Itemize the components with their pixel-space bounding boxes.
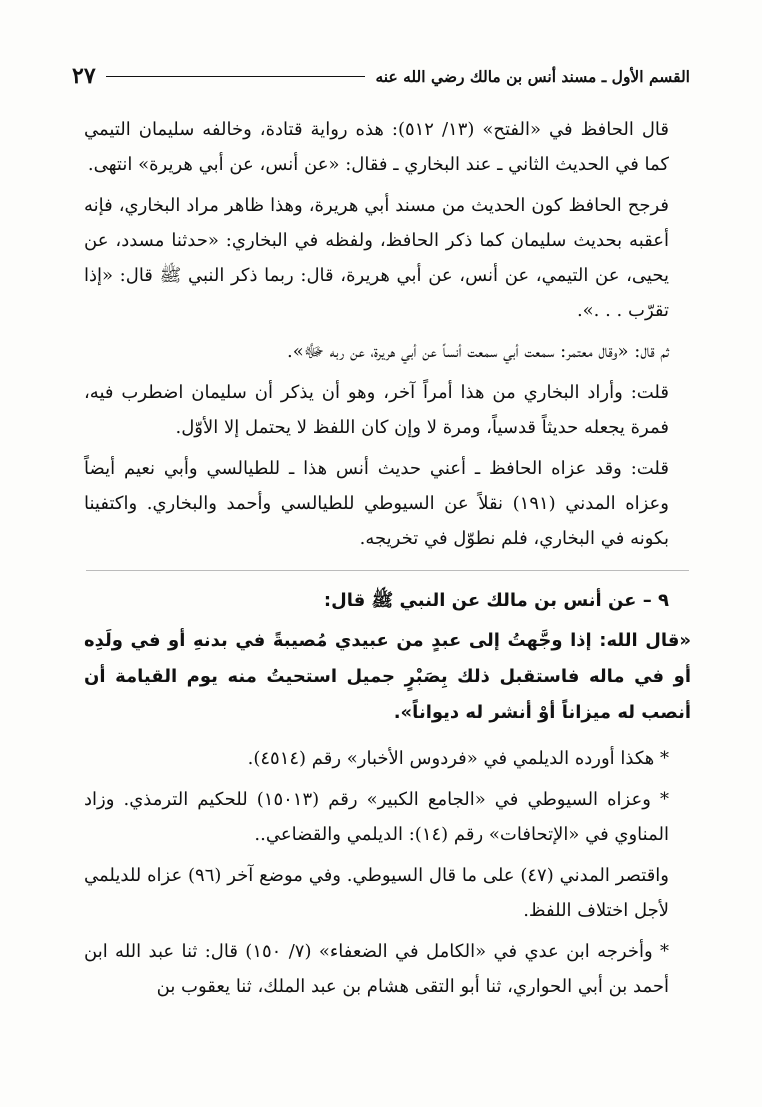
section-divider bbox=[86, 570, 689, 571]
hadith-title: ٩ – عن أنس بن مالك عن النبي ﷺ قال: bbox=[323, 590, 669, 611]
running-title: القسم الأول ـ مسند أنس بن مالك رضي الله عنه bbox=[375, 66, 690, 86]
note-3: واقتصر المدني (٤٧) على ما قال السيوطي. وفي موضع آخر (٩٦) عزاه للديلمي لأجل اختلاف اللفظ. bbox=[84, 865, 670, 921]
header-rule bbox=[106, 76, 366, 77]
paragraph-2: فرجح الحافظ كون الحديث من مسند أبي هريرة، وهذا ظاهر مراد البخاري، فإنه أعقبه بحديث سليمان كما ذكر الحافظ، ولفظه في البخاري: «حدثنا مسدد، عن يحيى، عن التيمي، عن أنس، عن أبي هريرة، قال: ربما ذكر النبي ﷺ قال: «إذا تقرّب . . .». bbox=[84, 195, 669, 321]
paragraph-1: قال الحافظ في «الفتح» (١٣/ ٥١٢): هذه رواية قتادة، وخالفه سليمان التيمي كما في الحديث الثاني ـ عند البخاري ـ فقال: «عن أنس، عن أبي هريرة» انتهى. bbox=[84, 119, 669, 175]
page-body bbox=[84, 112, 691, 1004]
hadith-text: «قال الله: إذا وجَّهتُ إلى عبدٍ من عبيدي مُصيبةً في بدنهِ أو في ولَدِه أو في ماله فاستقبل ذلك بِصَبْرٍ جميل استحيتُ منه يوم القيامة أن أنصب له ميزاناً أوْ أنشر له ديواناً». bbox=[84, 630, 691, 723]
running-header bbox=[72, 60, 690, 92]
note-4: * وأخرجه ابن عدي في «الكامل في الضعفاء» (٧/ ١٥٠) قال: ثنا عبد الله ابن أحمد بن أبي الحواري، ثنا أبو التقى هشام بن عبد الملك، ثنا يعقوب بن bbox=[84, 941, 670, 997]
paragraph-4: قلت: وأراد البخاري من هذا أمراً آخر، وهو أن يذكر أن سليمان اضطرب فيه، فمرة يجعله حديثاً قدسياً، ومرة لا وإن كان اللفظ لا يحتمل إلا الأوّل. bbox=[84, 382, 669, 438]
paragraph-3: ثم قال: «وقال معتمر: سمعت أبي سمعت أنساً عن أبي هريرة، عن ربه ﷻ». bbox=[287, 341, 669, 362]
hadith-block bbox=[84, 583, 691, 731]
paragraph-5: قلت: وقد عزاه الحافظ ـ أعني حديث أنس هذا ـ للطيالسي وأبي نعيم أيضاً وعزاه المدني (١٩١) نقلاً عن السيوطي للطيالسي وأحمد والبخاري. واكتفينا بكونه في البخاري، فلم نطوّل في تخريجه. bbox=[84, 458, 669, 549]
note-2: * وعزاه السيوطي في «الجامع الكبير» رقم (١٥٠١٣) للحكيم الترمذي. وزاد المناوي في «الإتحافات» رقم (١٤): الديلمي والقضاعي.. bbox=[84, 789, 669, 845]
page-number: ٢٧ bbox=[72, 63, 96, 89]
note-1: * هكذا أورده الديلمي في «فردوس الأخبار» رقم (٤٥١٤). bbox=[247, 748, 669, 769]
